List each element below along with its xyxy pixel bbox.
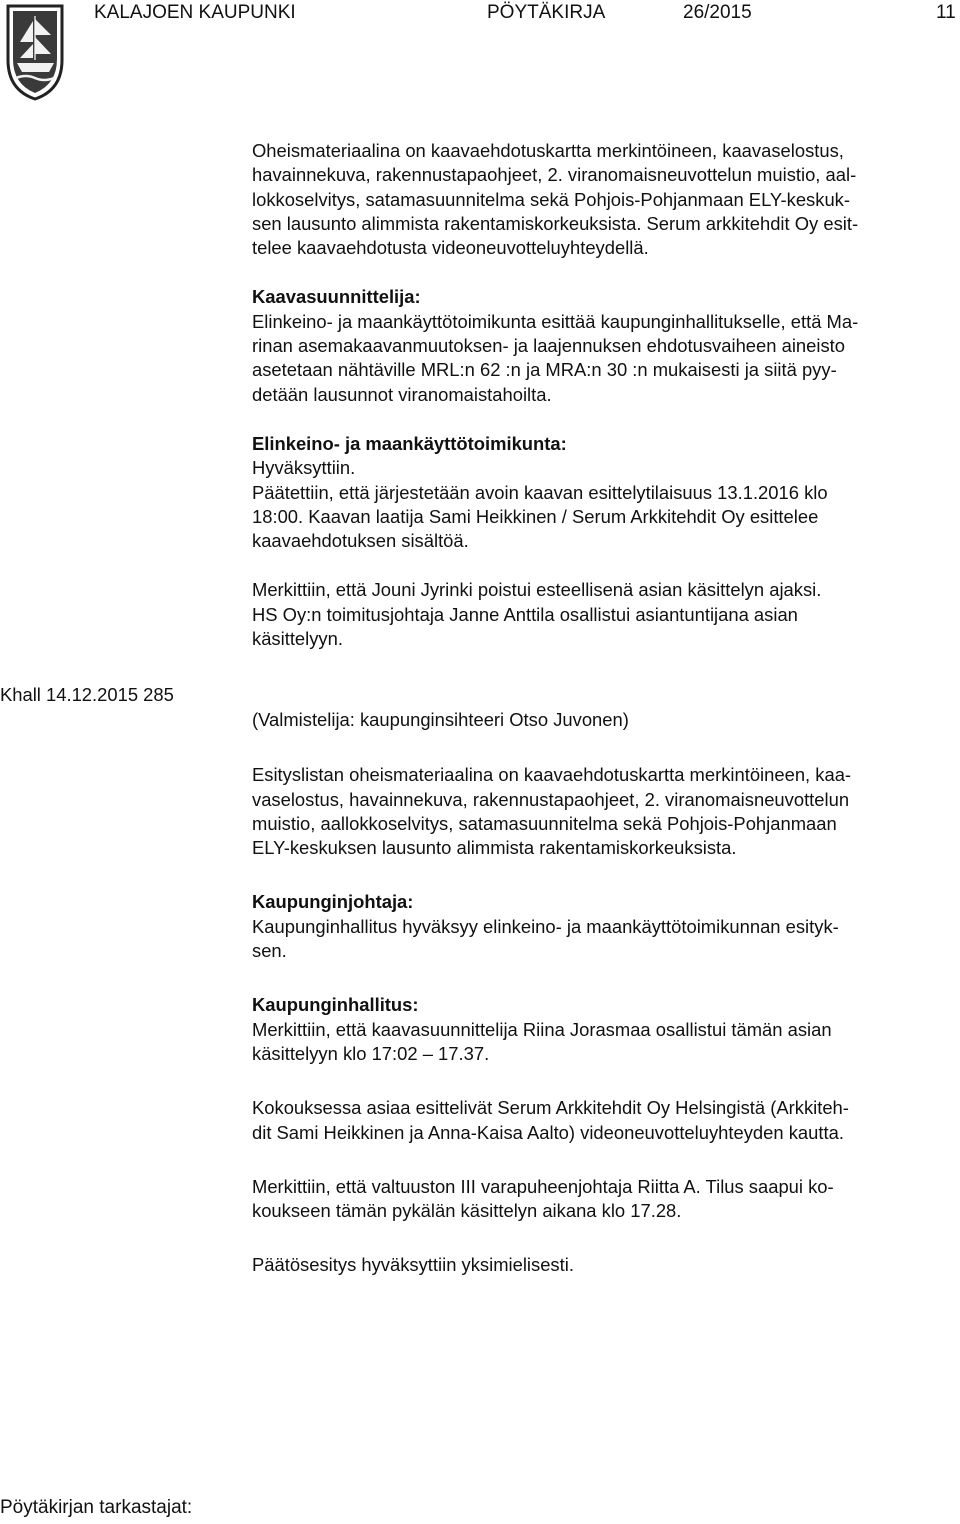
preparer-line: (Valmistelija: kaupunginsihteeri Otso Juvonen)	[252, 709, 629, 730]
footer-reviewers-label: Pöytäkirjan tarkastajat:	[0, 1497, 193, 1518]
section-reference-label: Khall 14.12.2015 285	[0, 684, 174, 705]
text-line: detään lausunnot viranomaistahoilta.	[252, 383, 552, 405]
presentation-note	[252, 1096, 957, 1145]
text-line: Esityslistan oheismateriaalina on kaavaehdotuskartta merkintöineen, kaa-	[252, 764, 852, 786]
main-upper	[252, 139, 957, 651]
text-line: rinan asemakaavanmuutoksen- ja laajennuksen ehdotusvaiheen aineisto	[252, 335, 845, 357]
text-line: havainnekuva, rakennustapaohjeet, 2. viranomaisneuvottelun muistio, aal-	[252, 164, 857, 186]
committee-decision	[252, 432, 957, 553]
section-label: Elinkeino- ja maankäyttötoimikunta:	[252, 432, 567, 454]
text-line: Kaupunginhallitus hyväksyy elinkeino- ja maankäyttötoimikunnan esityk-	[252, 915, 839, 937]
section-label: Kaupunginjohtaja:	[252, 891, 414, 913]
header-page-number: 11	[936, 2, 956, 23]
text-line: kaavaehdotuksen sisältöä.	[252, 530, 469, 552]
planner-proposal	[252, 285, 957, 406]
text-line: Elinkeino- ja maankäyttötoimikunta esittää kaupunginhallitukselle, että Ma-	[252, 310, 859, 332]
text-line: telee kaavaehdotusta videoneuvotteluyhteydellä.	[252, 237, 649, 259]
text-line: Oheismateriaalina on kaavaehdotuskartta merkintöineen, kaavaselostus,	[252, 140, 844, 161]
attachments-paragraph	[252, 139, 957, 260]
agenda-paragraph	[252, 763, 957, 860]
text-line: sen.	[252, 940, 287, 962]
mayor-proposal	[252, 890, 957, 963]
text-line: vaselostus, havainnekuva, rakennustapaohjeet, 2. viranomaisneuvottelun	[252, 788, 850, 810]
text-line: asetetaan nähtäville MRL:n 62 :n ja MRA:n 30 :n mukaisesti ja siitä pyy-	[252, 359, 837, 381]
text-line: sen lausunto alimmista rakentamiskorkeuksista. Serum arkkitehdit Oy esit-	[252, 212, 859, 234]
text-line: käsittelyyn klo 17:02 – 17.37.	[252, 1042, 490, 1064]
ship-crest-icon	[4, 2, 66, 102]
section-label: Kaavasuunnittelija:	[252, 286, 421, 308]
section-label: Kaupunginhallitus:	[252, 994, 419, 1016]
arrival-note	[252, 1175, 957, 1224]
main-lower	[252, 708, 957, 1278]
text-line: Kokouksessa asiaa esittelivät Serum Arkkitehdit Oy Helsingistä (Arkkiteh-	[252, 1097, 849, 1119]
text-line: koukseen tämän pykälän käsittelyn aikana klo 17.28.	[252, 1200, 682, 1222]
text-line: Merkittiin, että Jouni Jyrinki poistui esteellisenä asian käsittelyn ajaksi.	[252, 579, 822, 601]
text-line: lokkoselvitys, satamasuunnitelma sekä Pohjois-Pohjanmaan ELY-keskuk-	[252, 188, 850, 210]
text-line: Merkittiin, että kaavasuunnittelija Riina Jorasmaa osallistui tämän asian	[252, 1018, 832, 1040]
text-line: 18:00. Kaavan laatija Sami Heikkinen / Serum Arkkitehdit Oy esittelee	[252, 505, 819, 527]
text-line: muistio, aallokkoselvitys, satamasuunnitelma sekä Pohjois-Pohjanmaan	[252, 812, 837, 834]
text-line: käsittelyyn.	[252, 628, 343, 650]
decision-line: Päätösesitys hyväksyttiin yksimielisesti.	[252, 1254, 574, 1276]
text-line: dit Sami Heikkinen ja Anna-Kaisa Aalto) videoneuvotteluyhteyden kautta.	[252, 1121, 844, 1143]
text-line: Hyväksyttiin.	[252, 457, 356, 479]
header-document-type: PÖYTÄKIRJA	[487, 2, 606, 23]
text-line: ELY-keskuksen lausunto alimmista rakentamiskorkeuksista.	[252, 837, 737, 859]
header-document-number: 26/2015	[683, 2, 752, 23]
text-line: Päätettiin, että järjestetään avoin kaavan esittelytilaisuus 13.1.2016 klo	[252, 481, 828, 503]
text-line: HS Oy:n toimitusjohtaja Janne Anttila osallistui asiantuntijana asian	[252, 603, 798, 625]
board-decision	[252, 993, 957, 1066]
header-organization: KALAJOEN KAUPUNKI	[94, 2, 296, 23]
text-line: Merkittiin, että valtuuston III varapuheenjohtaja Riitta A. Tilus saapui ko-	[252, 1175, 834, 1197]
recusal-note	[252, 578, 957, 651]
